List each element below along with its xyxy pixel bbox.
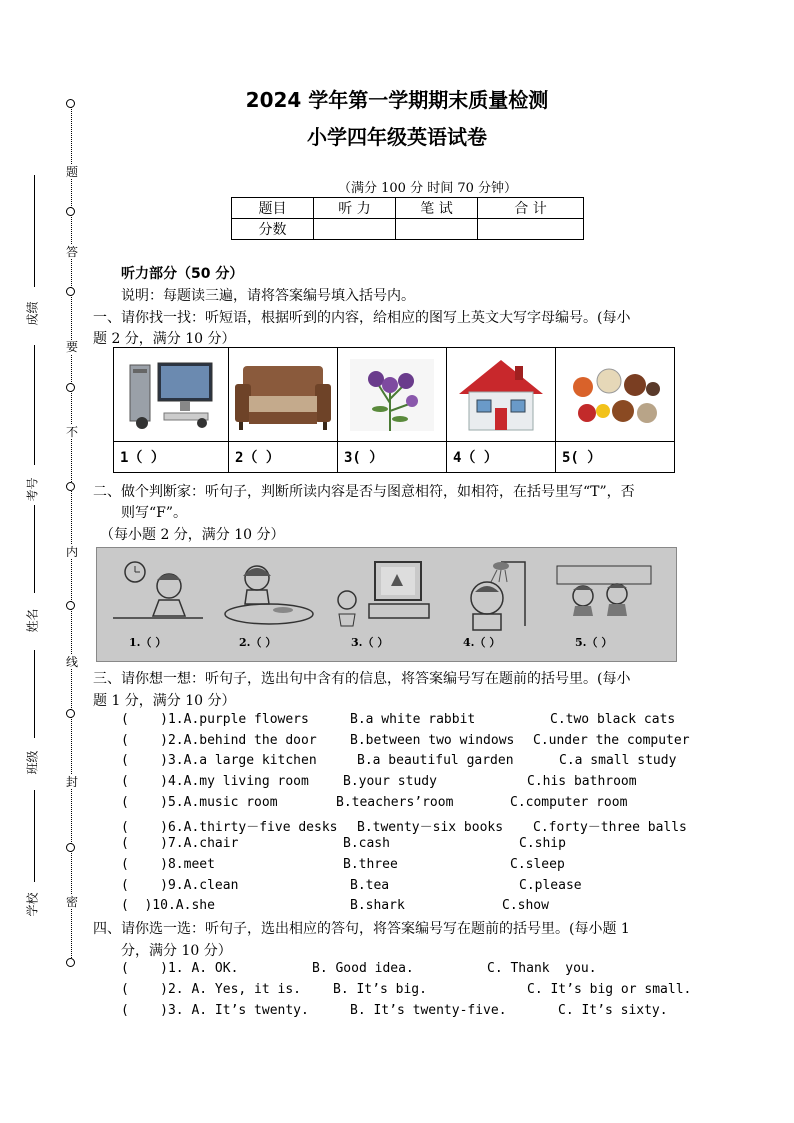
judgement-picture-strip xyxy=(96,547,677,662)
score-header: 笔 试 xyxy=(396,198,478,219)
answer-blank[interactable]: 4（ ） xyxy=(447,442,556,473)
picture-cell xyxy=(556,348,675,442)
flowers-icon xyxy=(350,359,434,431)
judgement-panel xyxy=(553,556,655,652)
listening-heading: 听力部分（50 分） xyxy=(121,266,244,282)
balls-icon xyxy=(569,357,661,433)
judgement-blank[interactable]: 4.（ ） xyxy=(463,636,501,649)
option-c: C.his bathroom xyxy=(527,774,637,790)
margin-char: 题 xyxy=(65,165,78,179)
option-b: B. It’s twenty-five. xyxy=(350,1003,507,1018)
score-cell[interactable] xyxy=(478,219,584,240)
question-stem[interactable]: ( )5.A.music room xyxy=(121,794,278,810)
question-stem[interactable]: ( )3.A.a large kitchen xyxy=(121,753,317,769)
exam-number-blank-line xyxy=(34,345,35,465)
score-cell[interactable] xyxy=(396,219,478,240)
section2-score-note: （每小题 2 分，满分 10 分） xyxy=(100,527,285,543)
judgement-panel xyxy=(441,556,543,652)
picture-cell xyxy=(447,348,556,442)
section4-instruction-cont: 分，满分 10 分） xyxy=(121,943,232,959)
option-b: B.cash xyxy=(343,836,390,852)
score-row-label: 分数 xyxy=(232,219,314,240)
option-c: C.a small study xyxy=(559,753,677,769)
score-header: 合 计 xyxy=(478,198,584,219)
option-b: B. Good idea. xyxy=(312,961,414,976)
option-b: B.a beautiful garden xyxy=(357,753,514,769)
margin-char: 密 xyxy=(65,895,78,909)
section1-instruction-cont: 题 2 分，满分 10 分） xyxy=(93,331,236,347)
question-stem[interactable]: ( )6.A.thirty－five desks xyxy=(121,819,338,835)
section2-instruction: 二、做个判断家：听句子，判断所读内容是否与图意相符，如相符，在括号里写“T”，否 xyxy=(93,484,635,500)
binding-circle xyxy=(66,601,75,610)
margin-char: 答 xyxy=(65,245,78,259)
judgement-blank[interactable]: 3.（ ） xyxy=(351,636,389,649)
margin-char: 内 xyxy=(65,545,78,559)
class-label: 班级 xyxy=(25,750,40,775)
exam-title: 2024 学年第一学期期末质量检测 xyxy=(245,88,549,112)
judgement-panel xyxy=(329,556,431,652)
option-b: B.twenty－six books xyxy=(357,819,504,835)
judgement-panel xyxy=(217,556,319,652)
section3-instruction-cont: 题 1 分，满分 10 分） xyxy=(93,693,236,709)
option-c: C.two black cats xyxy=(550,712,676,727)
question-stem[interactable]: ( )3. A. It’s twenty. xyxy=(121,1003,309,1018)
picture-cell xyxy=(114,348,229,442)
school-label: 学校 xyxy=(25,892,40,917)
binding-dotted-line xyxy=(71,102,72,964)
binding-circle xyxy=(66,207,75,216)
option-c: C.show xyxy=(502,898,549,914)
option-b: B. It’s big. xyxy=(333,982,427,997)
score-cell[interactable] xyxy=(314,219,396,240)
computer-icon xyxy=(128,359,214,431)
score-label: 成绩 xyxy=(25,301,40,326)
option-b: B.shark xyxy=(350,898,405,914)
judgement-panel xyxy=(107,556,209,652)
question-stem[interactable]: ( )4.A.my living room xyxy=(121,774,309,790)
school-blank-line xyxy=(34,790,35,882)
girl-at-table-icon xyxy=(217,556,319,636)
section2-instruction-cont: 则写“F”。 xyxy=(121,505,188,521)
score-table xyxy=(231,197,584,240)
question-stem[interactable]: ( )10.A.she xyxy=(121,898,215,914)
judgement-blank[interactable]: 1.（ ） xyxy=(129,636,167,649)
binding-circle xyxy=(66,383,75,392)
score-header: 听 力 xyxy=(314,198,396,219)
section1-instruction: 一、请你找一找：听短语，根据听到的内容，给相应的图写上英文大写字母编号。(每小 xyxy=(93,310,631,326)
question-stem[interactable]: ( )1. A. OK. xyxy=(121,961,239,976)
house-icon xyxy=(451,354,551,436)
picture-table xyxy=(113,347,675,473)
listening-instruction: 说明：每题读三遍，请将答案编号填入括号内。 xyxy=(121,288,415,304)
option-c: C.computer room xyxy=(510,794,628,810)
option-b: B.between two windows xyxy=(350,732,515,748)
question-stem[interactable]: ( )7.A.chair xyxy=(121,836,239,852)
name-label: 姓名 xyxy=(25,608,40,633)
question-stem[interactable]: ( )2.A.behind the door xyxy=(121,732,317,748)
option-c: C.under the computer xyxy=(533,732,690,748)
answer-blank[interactable]: 2（ ） xyxy=(229,442,338,473)
binding-circle xyxy=(66,287,75,296)
sofa-icon xyxy=(233,356,333,434)
binding-circle xyxy=(66,482,75,491)
option-b: B.teachers’room xyxy=(336,794,454,810)
section3-instruction: 三、请你想一想：听句子，选出句中含有的信息，将答案编号写在题前的括号里。(每小 xyxy=(93,671,631,687)
option-c: C.ship xyxy=(519,836,566,852)
class-blank-line xyxy=(34,650,35,738)
option-b: B.a white rabbit xyxy=(350,712,476,727)
option-c: C.forty－three balls xyxy=(533,819,687,835)
question-stem[interactable]: ( )1.A.purple flowers xyxy=(121,712,309,727)
margin-char: 不 xyxy=(65,425,78,439)
score-header: 题目 xyxy=(232,198,314,219)
option-c: C. It’s sixty. xyxy=(558,1003,668,1018)
tv-icon xyxy=(329,556,431,636)
name-blank-line xyxy=(34,505,35,593)
question-stem[interactable]: ( )9.A.clean xyxy=(121,877,239,893)
binding-circle xyxy=(66,709,75,718)
score-blank-line xyxy=(34,175,35,287)
option-c: C. It’s big or small. xyxy=(527,982,692,997)
option-b: B.your study xyxy=(343,774,437,790)
option-b: B.tea xyxy=(350,877,390,893)
section4-instruction: 四、请你选一选：听句子，选出相应的答句，将答案编号写在题前的括号里。(每小题 1 xyxy=(93,921,630,937)
children-playing-icon xyxy=(553,556,655,636)
option-b: B.three xyxy=(343,856,398,872)
binding-circle xyxy=(66,958,75,967)
margin-char: 封 xyxy=(65,775,78,789)
answer-blank[interactable]: 3( ） xyxy=(338,442,447,473)
boy-shower-icon xyxy=(441,556,543,636)
exam-info: （满分 100 分 时间 70 分钟） xyxy=(338,181,518,196)
answer-blank[interactable]: 1（ ） xyxy=(114,442,229,473)
picture-cell xyxy=(229,348,338,442)
margin-char: 线 xyxy=(65,655,78,669)
judgement-blank[interactable]: 5.（ ） xyxy=(575,636,613,649)
answer-blank[interactable]: 5( ） xyxy=(556,442,675,473)
option-c: C.please xyxy=(519,877,582,893)
picture-cell xyxy=(338,348,447,442)
exam-subtitle-title: 小学四年级英语试卷 xyxy=(307,125,487,149)
boy-eating-icon xyxy=(107,556,209,636)
exam-number-label: 考号 xyxy=(25,477,40,502)
question-stem[interactable]: ( )8.meet xyxy=(121,856,215,872)
option-c: C.sleep xyxy=(510,856,565,872)
question-stem[interactable]: ( )2. A. Yes, it is. xyxy=(121,982,302,997)
margin-char: 要 xyxy=(65,340,78,354)
binding-circle xyxy=(66,843,75,852)
judgement-blank[interactable]: 2.（ ） xyxy=(239,636,277,649)
option-c: C. Thank you. xyxy=(487,961,597,976)
